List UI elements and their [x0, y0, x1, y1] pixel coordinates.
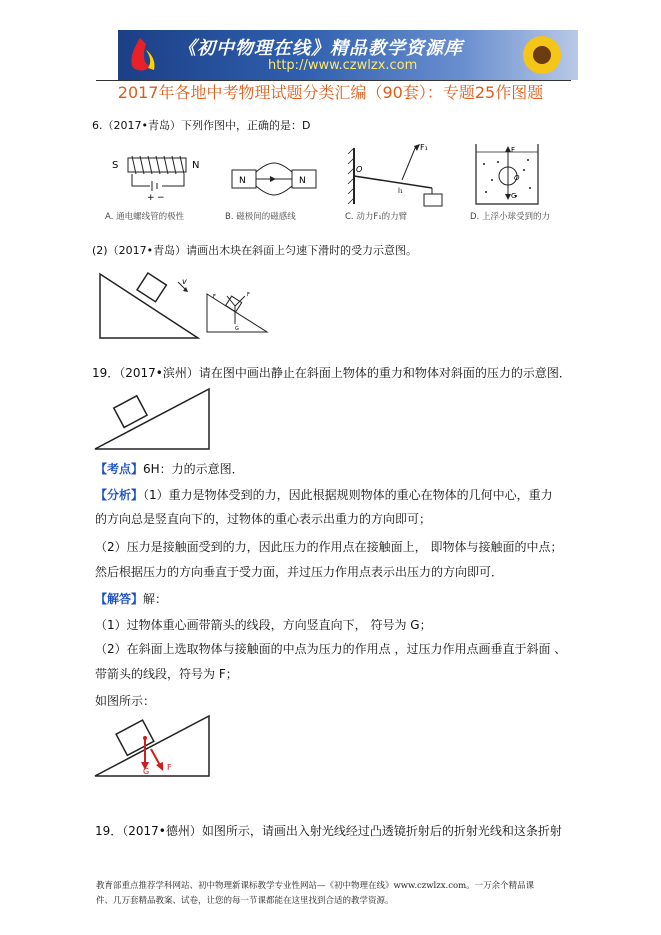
magnet-right-n: N [299, 176, 306, 186]
fenxi-tag: 【分析】 [95, 488, 144, 502]
document-title: 2017年各地中考物理试题分类汇编（90套）：专题25作图题 [117, 83, 544, 102]
svg-text:F: F [213, 294, 216, 300]
label-f-buoyancy: F [511, 146, 516, 154]
jieda-line-1: （1）过物体重心画带箭头的线段，方向竖直向下， 符号为 G； [95, 618, 432, 632]
fenxi-line-4: 然后根据压力的方向垂直于受力面，并过压力作用点表示出压力的方向即可． [95, 565, 504, 579]
banner-title: 《初中物理在线》精品教学资源库 [178, 38, 463, 59]
q6-text: 6.（2017•青岛）下列作图中，正确的是：D [92, 119, 311, 132]
label-v: v [182, 277, 187, 286]
label-o: O [356, 165, 363, 174]
fenxi-line-3: （2）压力是接触面受到的力，因此压力的作用点在接触面上， 即物体与接触面的中点； [95, 540, 563, 554]
sunflower-icon [512, 34, 572, 76]
header-banner [118, 30, 578, 80]
label-minus: − [157, 193, 165, 203]
figure-q2-answer [205, 290, 275, 335]
figure-q19a-incline [95, 385, 215, 453]
svg-text:G: G [235, 326, 239, 332]
jieda-text: 解： [143, 592, 168, 606]
label-plus: + [147, 193, 155, 203]
footer-line-2: 件、几万套精品教案、试卷，让您的每一节课都能在这里找到合适的教学资源。 [96, 896, 394, 906]
caption-d: D. 上浮小球受到的力 [470, 212, 550, 222]
label-n: N [192, 160, 200, 171]
q2-text: (2)（2017•青岛）请画出木块在斜面上匀速下滑时的受力示意图。 [92, 244, 418, 257]
figure-d-beaker [468, 140, 548, 208]
caption-b: B. 磁极间的磁感线 [225, 212, 296, 222]
fenxi-line-2: 的方向总是竖直向下的，过物体的重心表示出重力的方向即可； [95, 512, 432, 526]
q19a-text: 19．（2017•滨州）请在图中画出静止在斜面上物体的重力和物体对斜面的压力的示意图． [92, 366, 571, 380]
fenxi-line-1 [95, 486, 553, 503]
jieda-line-2: （2）在斜面上选取物体与接触面的中点为压力的作用点 ，过压力作用点画垂直于斜面 、 [95, 642, 567, 656]
kaodian-line [95, 460, 244, 477]
kaodian-tag: 【考点】 [95, 462, 144, 476]
jieda-line [95, 590, 167, 607]
figure-q19a-answer [95, 712, 215, 780]
caption-a: A. 通电螺线管的极性 [105, 212, 185, 222]
kaodian-text: 6H：力的示意图． [143, 462, 244, 476]
label-f1: F₁ [420, 143, 428, 152]
figure-b-magnets [230, 158, 320, 198]
label-o-ball: O [514, 174, 520, 182]
label-g: G [511, 192, 517, 200]
svg-text:F: F [247, 292, 250, 298]
caption-c: C. 动力F₁的力臂 [345, 212, 408, 222]
q19b-text: 19．（2017•德州）如图所示，请画出入射光线经过凸透镜折射后的折射光线和这条折射 [95, 824, 562, 838]
jieda-tag: 【解答】 [95, 592, 144, 606]
figure-c-lever [340, 138, 450, 208]
footer [96, 879, 576, 909]
label-l1: l₁ [398, 187, 403, 195]
fenxi-text-1: （1）重力是物体受到的力，因此根据规则物体的重心在物体的几何中心，重力 [143, 488, 553, 502]
label-g-answer: G [143, 767, 150, 776]
banner-url[interactable]: http://www.czwlzx.com [268, 58, 418, 73]
figure-a-solenoid [100, 150, 210, 210]
label-s: S [112, 160, 119, 171]
jieda-line-3: 带箭头的线段，符号为 F； [95, 667, 238, 681]
footer-line-1: 教育部重点推荐学科网站、初中物理新课标教学专业性网站—《初中物理在线》www.czwlzx.com。一万余个精品课 [96, 881, 535, 891]
site-logo-icon [126, 36, 156, 74]
magnet-left-n: N [239, 176, 246, 186]
label-f-answer: F [167, 763, 172, 772]
rutu-text: 如图所示： [95, 694, 156, 708]
